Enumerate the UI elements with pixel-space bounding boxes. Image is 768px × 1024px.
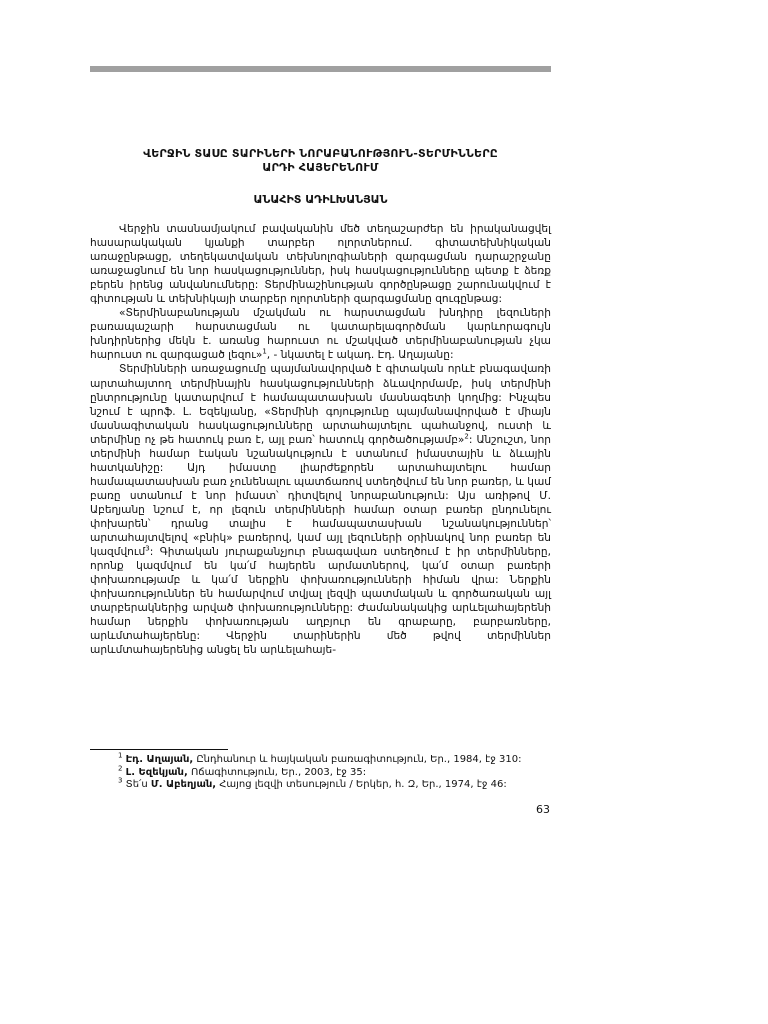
paragraph-3 (90, 362, 551, 657)
footnote-3 (118, 776, 558, 792)
footnote-ref-2: 2 (464, 432, 469, 441)
paragraph-3-part-c: : Գիտական յուրաքանչյուր բնագավառ ստեղծում է իր տերմինները, որոնք կազմվում են կա՛մ հայերեն արմատներով, կա՛մ օտար բառերի փոխառությամբ և կա՛մ ներքին փոխառությունների հիման վրա: Ներքին փոխառություններ են համարվում տվյալ լեզվի պատմական և գործառական այլ տարբերակներից արված փոխառությունները: Ժամանակակից արևելահայերենի համար ներքին փոխառության աղբյուր են գրաբարը, բարբառները, արևմտահայերենը: Վերջին տարիներին մեծ թվով տերմիններ արևմտահայերենից անցել են արևելահայե- (90, 546, 551, 657)
footnote-prefix: Տե՛ս (125, 779, 151, 791)
paragraph-2-attribution: , - նկատել է ակադ. Էդ. Աղայանը: (266, 349, 454, 362)
title-line-2: ԱՐԴԻ ՀԱՅԵՐԵՆՈՒՄ (262, 161, 379, 174)
paragraph-2-quote: «Տերմինաբանության մշակման ու հարստացման խնդիրը լեզուների բառապաշարի հարստացման ու կատարելագործման կարևորագույն խնդիրներից մեկն է. առանց հարուստ ու մշակված տերմինաբանության չկա հարուստ ու զարգացած լեզու» (90, 307, 551, 362)
paragraph-3-part-b: : Անշուշտ, նոր տերմինի համար էական նշանակություն է ստանում իմաստային և ձևային հատկանիշը: Այդ իմաստը լիարժեքորեն արտահայտելու համար համապատասխան բառ չունենալու պատճառով ստեղծվում են նոր բառեր, և կամ բառը ստանում է նոր իմաստ՝ դիտվելով նորաբանություն: Այս առիթով Մ. Աբեղյանը նշում է, որ լեզուն տերմինների համար օտար բառեր ընդունելու փոխարեն՝ դրանց տալիս է համապատասխան նշանակություններ՝ արտահայտվելով «բնիկ» բառերով, կամ այլ լեզուների օրինակով նոր բառեր են կազմվում (90, 433, 551, 559)
footnote-separator (90, 749, 228, 750)
footnote-ref-1: 1 (262, 347, 267, 356)
footnote-number: 1 (118, 751, 123, 760)
author-name: ԱՆԱՀԻՏ ԱԴԻԼԽԱՆՅԱՆ (253, 193, 388, 206)
footnote-ref-3: 3 (145, 544, 150, 553)
footnote-number: 3 (118, 776, 123, 785)
footnote-author: Էդ. Աղայան, (125, 754, 194, 765)
paragraph-1: Վերջին տասնամյակում բավականին մեծ տեղաշարժեր են իրականացվել հասարակական կյանքի տարբեր ոլորտներում. գիտատեխնիկական առաջընթացը, տեղեկատվական տեխնոլոգիաների զարգացման դարաշրջանը առաջացնում են նոր հասկացություններ, իսկ հասկացությունները պետք է ձեռք բերեն իրենց անվանումները: Տերմինաշինության գործընթացը շարունակվում է գիտության և տեխնիկայի տարբեր ոլորտների զարգացմանը զուգընթաց: (90, 223, 551, 306)
header-rule (90, 66, 551, 72)
footnote-author: Մ. Աբեղյան, (150, 779, 217, 791)
article-title (90, 147, 551, 175)
footnote-number: 2 (118, 764, 123, 773)
title-line-1: ՎԵՐՋԻՆ ՏԱՍԸ ՏԱՐԻՆԵՐԻ ՆՈՐԱԲԱՆՈՒԹՅՈՒՆ-ՏԵՐՄԻՆՆԵՐԸ (143, 147, 498, 160)
footnote-text: Ընդհանուր և հայկական բառագիտություն, Եր., 1984, էջ 310: (193, 754, 522, 765)
footnotes (118, 751, 558, 792)
paragraph-2 (90, 306, 551, 362)
article-body (90, 222, 551, 657)
footnote-1 (118, 751, 558, 767)
footnote-2 (118, 764, 558, 780)
paragraph-3-part-a: Տերմինների առաջացումը պայմանավորված է գիտական որևէ բնագավառի արտահայտող տերմինային հասկացությունների ձևավորմամբ, իսկ տերմինի ընտրությունը կատարվում է համապատասխան մասնագետի կողմից: Ինչպես նշում է պրոֆ. Լ. Եզեկյանը, «Տերմինի գոյությունը պայմանավորված է միայն մասնագիտական հասկացությունները արտահայտելու պահանջով, ուստի և տերմինը ոչ թե հատուկ բառ է, այլ բառ՝ հատուկ գործածությամբ» (90, 363, 551, 446)
page-number: 63 (536, 803, 550, 816)
footnote-text: Հայոց լեզվի տեսություն / Երկեր, հ. Զ, Եր., 1974, էջ 46: (216, 779, 507, 791)
footnote-text: Ոճագիտություն, Եր., 2003, էջ 35: (187, 766, 367, 778)
footnote-author: Լ. Եզեկյան, (125, 766, 188, 778)
